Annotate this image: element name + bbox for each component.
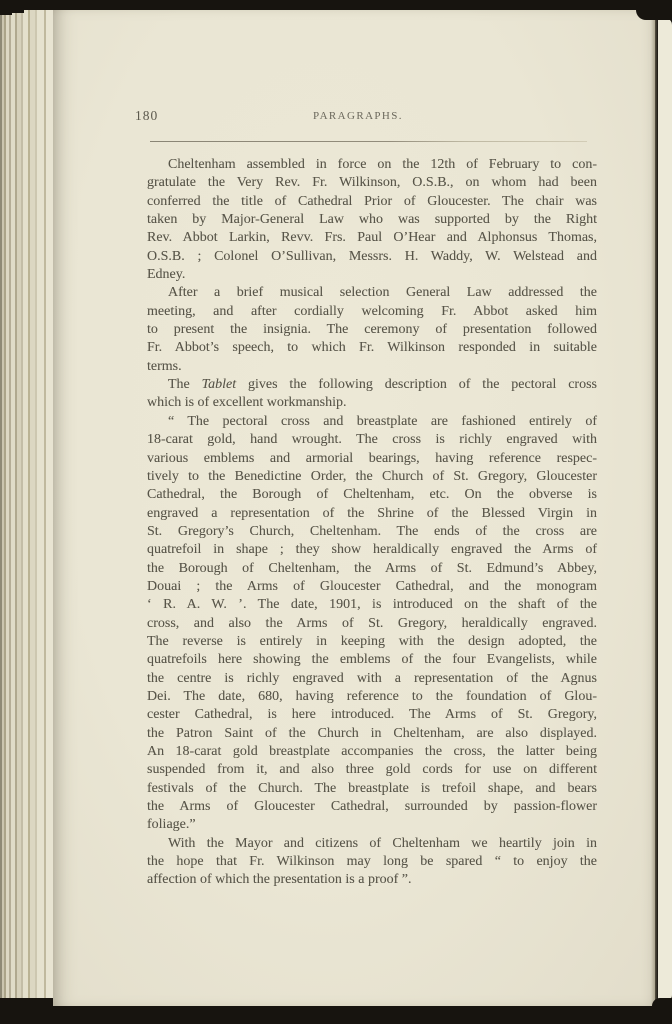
text-line (147, 174, 597, 192)
cover-top-right-corner (636, 0, 672, 20)
text-line (147, 229, 597, 247)
cover-bottom-right-corner (652, 998, 672, 1010)
text-segment: which is of excellent workmanship. (147, 395, 347, 411)
text-line (147, 560, 597, 578)
text-segment: cross, and also the Arms of St. Gregory, heraldically engraved. (147, 615, 597, 631)
text-line (147, 743, 597, 761)
text-segment: Cathedral, the Borough of Cheltenham, etc. On the obverse is (147, 487, 597, 503)
text-line (147, 761, 597, 779)
text-line (147, 615, 597, 633)
text-line (147, 725, 597, 743)
running-head: PARAGRAPHS. (313, 110, 403, 122)
text-line (147, 339, 597, 357)
text-line (147, 871, 597, 889)
text-line (147, 596, 597, 614)
text-line (147, 431, 597, 449)
page-number: 180 (135, 108, 159, 123)
text-segment: engraved a representation of the Shrine of the Blessed Virgin in (147, 505, 597, 521)
text-line (147, 376, 597, 394)
cover-step (0, 0, 12, 15)
text-segment: An 18-carat gold breastplate accompanies the cross, the latter being (147, 744, 597, 759)
text-line (147, 706, 597, 724)
paragraph (147, 376, 597, 413)
text-line (147, 486, 597, 504)
text-line (147, 670, 597, 688)
stacked-page-edges (0, 0, 53, 998)
text-line (147, 853, 597, 871)
text-line (147, 523, 597, 541)
text-line (147, 450, 597, 468)
cover-step (12, 0, 24, 13)
text-segment: Cheltenham assembled in force on the 12th of February to con- (168, 157, 597, 172)
text-line (147, 358, 597, 376)
italic-text: Tablet (201, 377, 237, 393)
text-segment: Dei. The date, 680, having reference to the foundation of Glou- (147, 688, 597, 704)
text-segment: cester Cathedral, is here introduced. The Arms of St. Gregory, (147, 707, 597, 723)
text-segment: taken by Major-General Law who was supported by the Right (147, 212, 597, 228)
text-line (147, 651, 597, 669)
text-segment: gives the following description of the pectoral cross (236, 377, 597, 393)
text-segment: the centre is richly engraved with a representation of the Agnus (147, 670, 597, 686)
text-segment: Douai ; the Arms of Gloucester Cathedral, and the monogram (147, 578, 597, 594)
header-rule (150, 141, 587, 142)
text-segment: festivals of the Church. The breastplate is trefoil shape, and bears (147, 780, 597, 796)
text-segment: 18-carat gold, hand wrought. The cross is richly engraved with (147, 432, 597, 448)
text-segment: Rev. Abbot Larkin, Revv. Frs. Paul O’Hear and Alphonsus Thomas, (147, 230, 597, 246)
text-segment: Fr. Abbot’s speech, to which Fr. Wilkinson responded in suitable (147, 340, 597, 356)
text-segment: “ The pectoral cross and breastplate are fashioned entirely of (168, 413, 597, 429)
text-segment: Edney. (147, 267, 186, 283)
text-segment: quatrefoil in shape ; they show heraldically engraved the Arms of (147, 542, 597, 558)
text-segment: the Borough of Cheltenham, the Arms of St. Edmund’s Abbey, (147, 560, 597, 576)
text-line (147, 394, 597, 412)
text-segment: meeting, and after cordially welcoming Fr. Abbot asked him (147, 303, 597, 319)
text-segment: The (168, 377, 202, 393)
text-segment: various emblems and armorial bearings, having reference respec- (147, 450, 597, 466)
facing-page-sliver (658, 18, 672, 1002)
text-segment: conferred the title of Cathedral Prior of Gloucester. The chair was (147, 193, 597, 209)
text-line (147, 798, 597, 816)
text-segment: tively to the Benedictine Order, the Church of St. Gregory, Gloucester (147, 468, 597, 484)
text-segment: With the Mayor and citizens of Cheltenham we heartily join in (168, 835, 597, 851)
text-segment: O.S.B. ; Colonel O’Sullivan, Messrs. H. Waddy, W. Welstead and (147, 248, 597, 264)
text-segment: gratulate the Very Rev. Fr. Wilkinson, O.S.B., on whom had been (147, 175, 597, 191)
text-line (147, 413, 597, 431)
text-line (147, 248, 597, 266)
text-segment: The reverse is entirely in keeping with the design adopted, the (147, 633, 597, 649)
text-line (147, 633, 597, 651)
text-segment: the Patron Saint of the Church in Cheltenham, are also displayed. (147, 725, 597, 741)
text-segment: quatrefoils here showing the emblems of the four Evangelists, while (147, 652, 597, 668)
text-line (147, 321, 597, 339)
text-segment: St. Gregory’s Church, Cheltenham. The ends of the cross are (147, 523, 597, 539)
text-segment: suspended from it, and also three gold cords for use on different (147, 762, 597, 778)
text-segment: to present the insignia. The ceremony of presentation followed (147, 322, 597, 338)
text-line (147, 541, 597, 559)
text-segment: After a brief musical selection General Law addressed the (168, 285, 597, 301)
text-line (147, 780, 597, 798)
paragraph (147, 156, 597, 284)
text-segment: the Arms of Gloucester Cathedral, surrounded by passion-flower (147, 799, 597, 815)
text-line (147, 505, 597, 523)
text-line (147, 211, 597, 229)
text-line (147, 193, 597, 211)
text-line (147, 156, 597, 174)
text-line (147, 816, 597, 834)
text-line (147, 303, 597, 321)
text-segment: affection of which the presentation is a proof ”. (147, 872, 412, 888)
gutter-shadow (651, 14, 658, 1006)
text-line (147, 835, 597, 853)
text-line (147, 468, 597, 486)
cover-bottom-edge (0, 1006, 672, 1024)
text-line (147, 688, 597, 706)
text-line (147, 266, 597, 284)
page-body (147, 156, 597, 890)
paragraph (147, 413, 597, 835)
text-segment: terms. (147, 358, 182, 374)
text-segment: ‘ R. A. W. ’. The date, 1901, is introduced on the shaft of the (147, 597, 597, 613)
text-segment: the hope that Fr. Wilkinson may long be spared “ to enjoy the (147, 854, 597, 870)
cover-top-edge (0, 0, 672, 10)
paragraph (147, 835, 597, 890)
paragraph (147, 284, 597, 376)
text-segment: foliage.” (147, 817, 196, 833)
text-line (147, 284, 597, 302)
text-line (147, 578, 597, 596)
